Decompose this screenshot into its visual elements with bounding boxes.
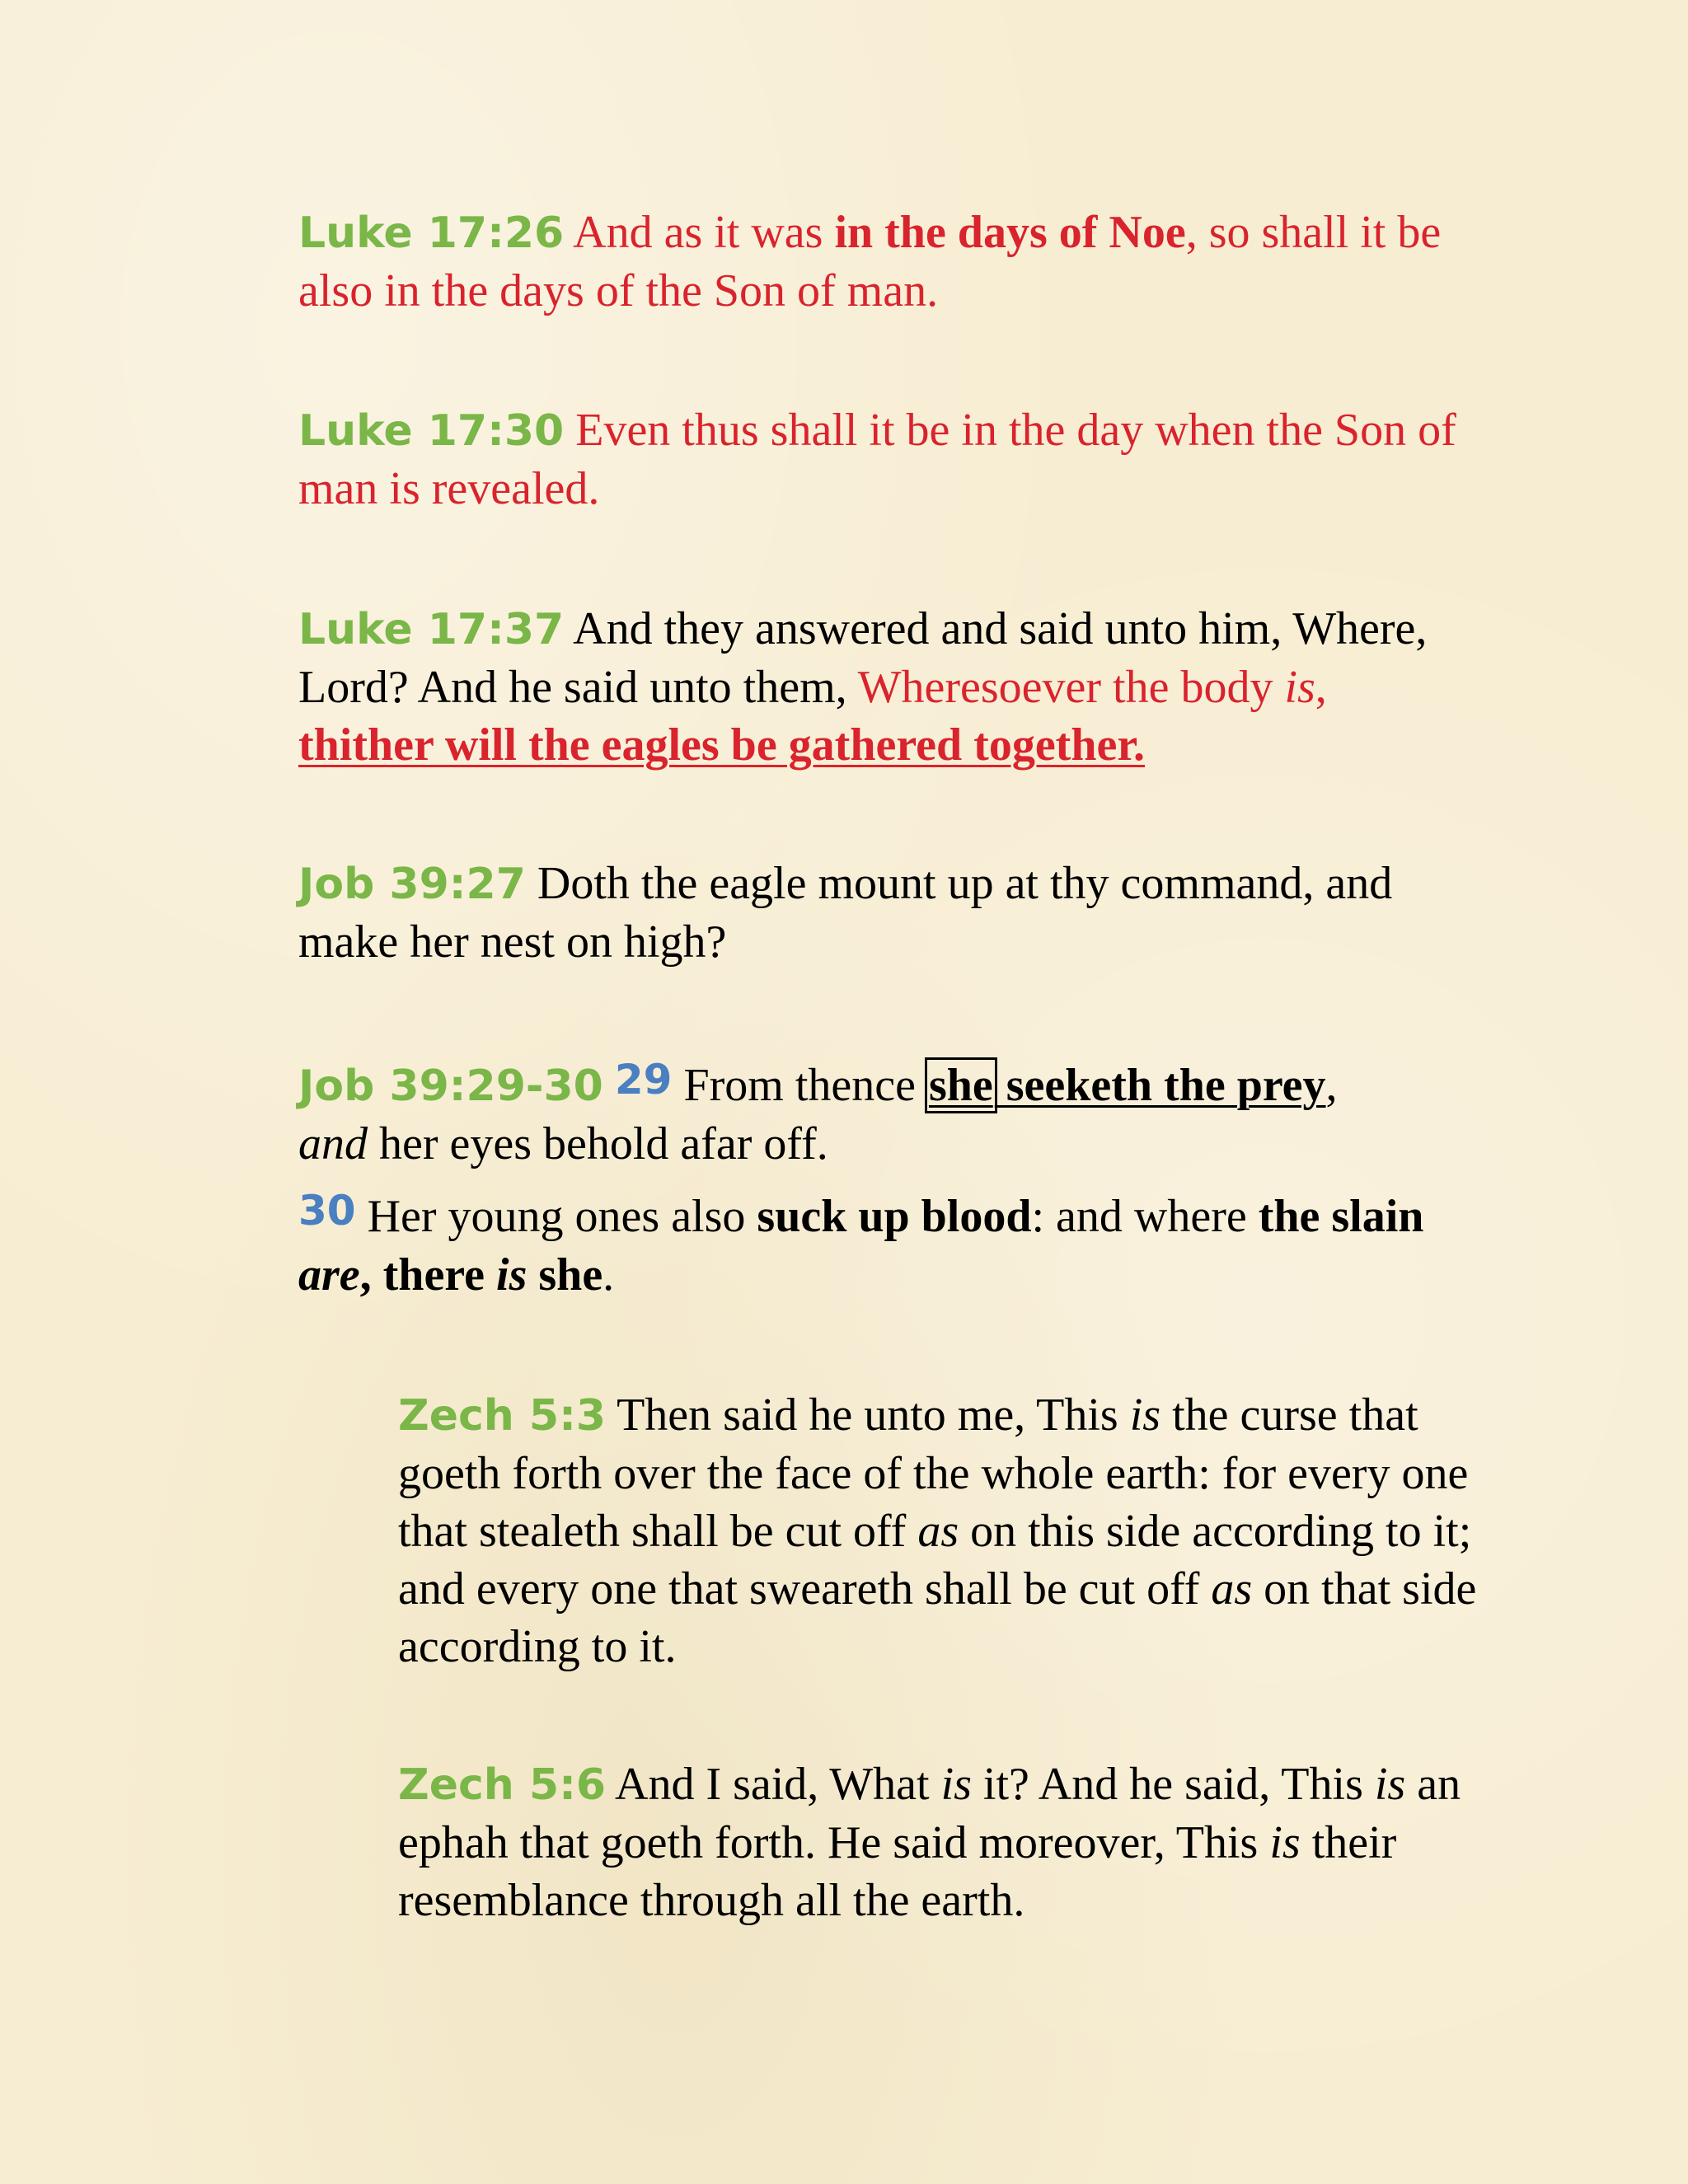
- verse-text: an ephah that goeth forth. He said moreover, This: [398, 1759, 1461, 1868]
- verse-text-italic: is: [940, 1759, 972, 1810]
- verse-text: on this side according to it; and every one that sweareth shall be cut off: [398, 1506, 1472, 1615]
- verse-text: her eyes behold afar off.: [368, 1118, 828, 1169]
- verse-reference: Zech 5:6: [398, 1760, 607, 1810]
- verse-text-emphasis: the slain: [1258, 1191, 1424, 1242]
- verse-text: Even thus shall it be in the day when the Son of man is revealed.: [298, 405, 1456, 514]
- verse-text-italic: and: [298, 1118, 368, 1169]
- verse-reference: Luke 17:26: [298, 209, 565, 258]
- verse-text-italic: is: [1284, 662, 1315, 713]
- verse-job-39-29-30: [298, 1057, 1493, 1304]
- verse-text-italic: as: [917, 1506, 959, 1557]
- verse-text-boxed: she: [928, 1060, 993, 1111]
- verse-luke-17-26: [298, 204, 1493, 320]
- verse-luke-17-30: [298, 401, 1493, 518]
- verse-job-39-27: [298, 855, 1493, 971]
- verse-text-emphasis-underlined: thither will the eagles be gathered together.: [298, 719, 1146, 771]
- verse-text: , so shall it be also in the days of the Son of man.: [298, 207, 1442, 316]
- verse-text: And as it was: [573, 207, 835, 258]
- verse-reference: Luke 17:37: [298, 605, 565, 654]
- verse-text: ,: [1325, 1060, 1338, 1111]
- verse-reference: Luke 17:30: [298, 406, 565, 456]
- verse-text-emphasis-italic: is: [496, 1249, 528, 1301]
- verse-text: And I said, What: [615, 1759, 941, 1810]
- verse-number: 30: [298, 1187, 356, 1235]
- verse-zech-5-3: [398, 1386, 1494, 1675]
- verse-text: Then said he unto me, This: [617, 1390, 1130, 1441]
- verse-reference: Zech 5:3: [398, 1391, 607, 1441]
- verse-luke-17-37: [298, 600, 1493, 774]
- verse-reference: Job 39:29-30: [298, 1062, 603, 1111]
- verse-text-italic: is: [1269, 1817, 1301, 1868]
- verse-text: it? And he said, This: [971, 1759, 1375, 1810]
- verse-text: : and where: [1031, 1191, 1259, 1242]
- verse-text: their resemblance through all the earth.: [398, 1817, 1397, 1926]
- verse-text: Her young ones also: [367, 1191, 757, 1242]
- verse-text-emphasis: , there: [359, 1249, 497, 1301]
- verse-text: the curse that goeth forth over the face of the whole earth: for every one that stealeth shall be cut off: [398, 1390, 1469, 1557]
- verse-reference: Job 39:27: [298, 860, 526, 909]
- verse-text: And they answered and said unto him, Where, Lord? And he said unto them,: [298, 603, 1428, 713]
- verse-text-emphasis-underlined: seeketh the prey: [994, 1060, 1326, 1111]
- verse-29: [298, 1057, 1493, 1173]
- verse-number: 29: [614, 1056, 673, 1104]
- verse-text-italic: is: [1374, 1759, 1406, 1810]
- verse-text-red: ,: [1315, 662, 1327, 713]
- verse-30: [298, 1188, 1493, 1304]
- verse-text-italic: is: [1129, 1390, 1161, 1441]
- verse-text: Doth the eagle mount up at thy command, and make her nest on high?: [298, 858, 1393, 968]
- verse-text-emphasis-italic: are: [298, 1249, 360, 1301]
- verse-text-emphasis: in the days of Noe: [834, 207, 1186, 258]
- verse-text: on that side according to it.: [398, 1563, 1477, 1672]
- verse-text: From thence: [683, 1060, 927, 1111]
- verse-text-emphasis: suck up blood: [757, 1191, 1032, 1242]
- verse-text: .: [603, 1249, 615, 1301]
- verse-zech-5-6: [398, 1755, 1494, 1929]
- verse-text-emphasis: she: [527, 1249, 603, 1301]
- verse-text-italic: as: [1211, 1563, 1253, 1615]
- verse-text-red: Wheresoever the body: [857, 662, 1285, 713]
